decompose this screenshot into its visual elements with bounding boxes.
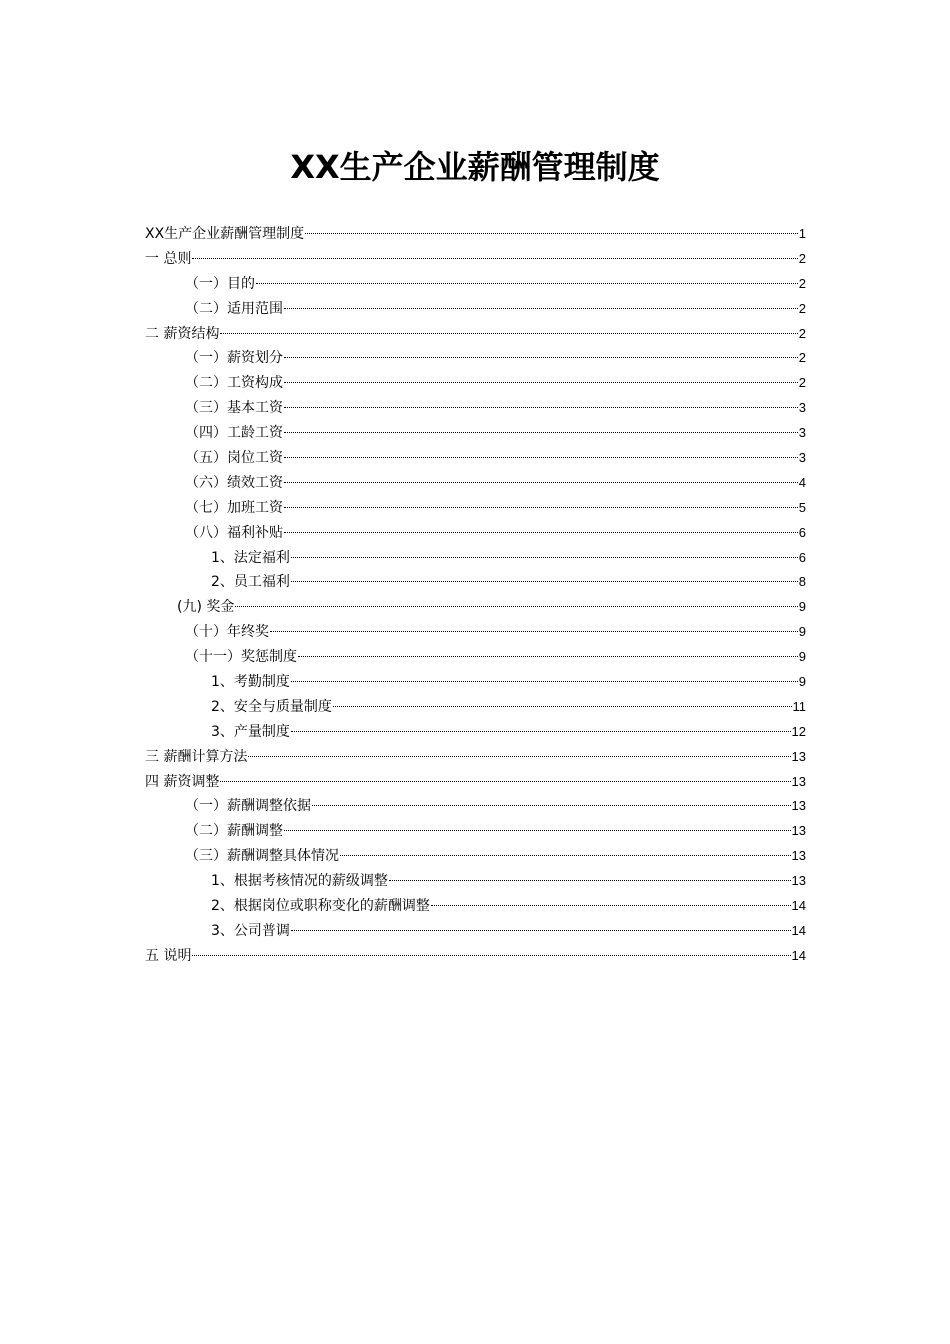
toc-entry-label: 四 薪资调整 — [145, 773, 220, 790]
toc-entry-page: 6 — [798, 549, 806, 565]
toc-entry[interactable] — [145, 496, 806, 521]
toc-entry-label: 一 总则 — [145, 250, 192, 267]
toc-entry-label: （四）工龄工资 — [185, 425, 283, 442]
toc-dot-leader — [192, 258, 797, 259]
toc-dot-leader — [291, 681, 798, 682]
toc-entry-label: （一）薪资划分 — [185, 350, 283, 367]
toc-entry[interactable] — [145, 844, 806, 869]
toc-entry[interactable] — [145, 620, 806, 645]
toc-dot-leader — [291, 731, 791, 732]
toc-entry-label: （七）加班工资 — [185, 499, 283, 516]
toc-entry-label: 2、根据岗位或职称变化的薪酬调整 — [211, 898, 430, 915]
toc-entry-page: 1 — [798, 226, 806, 241]
toc-entry[interactable] — [145, 570, 806, 595]
toc-entry[interactable] — [145, 944, 806, 969]
toc-dot-leader — [248, 756, 790, 757]
toc-entry-page: 2 — [798, 325, 806, 341]
toc-entry-label: （二）薪酬调整 — [185, 823, 283, 840]
toc-dot-leader — [284, 457, 798, 458]
toc-dot-leader — [291, 930, 791, 931]
toc-entry-page: 13 — [791, 748, 806, 764]
toc-dot-leader — [340, 855, 791, 856]
toc-entry-label: （十一）奖惩制度 — [185, 649, 297, 666]
toc-entry-page: 13 — [791, 798, 806, 814]
toc-dot-leader — [333, 706, 792, 707]
toc-entry-page: 12 — [791, 723, 806, 739]
toc-entry[interactable] — [145, 546, 806, 571]
toc-dot-leader — [220, 333, 797, 334]
toc-entry-label: （六）绩效工资 — [185, 474, 283, 491]
toc-entry-page: 14 — [791, 898, 806, 914]
toc-entry-page: 13 — [791, 773, 806, 789]
toc-entry-page: 13 — [791, 848, 806, 864]
toc-entry[interactable] — [145, 670, 806, 695]
toc-entry-label: XX生产企业薪酬管理制度 — [145, 226, 305, 242]
toc-entry-label: 1、考勤制度 — [211, 674, 290, 691]
toc-dot-leader — [284, 308, 798, 309]
toc-dot-leader — [284, 407, 798, 408]
toc-entry-page: 3 — [798, 400, 806, 416]
toc-entry-label: （三）基本工资 — [185, 400, 283, 417]
toc-entry-page: 9 — [798, 599, 806, 615]
toc-entry[interactable] — [145, 371, 806, 396]
toc-entry-label: 五 说明 — [145, 947, 192, 964]
toc-entry-label: 三 薪酬计算方法 — [145, 748, 248, 765]
toc-entry-label: 2、安全与质量制度 — [211, 698, 332, 715]
toc-entry[interactable] — [145, 595, 806, 620]
toc-dot-leader — [291, 557, 798, 558]
toc-entry-page: 2 — [798, 350, 806, 366]
toc-entry-page: 4 — [798, 474, 806, 490]
toc-dot-leader — [291, 581, 798, 582]
toc-entry[interactable] — [145, 272, 806, 297]
toc-entry-label: （三）薪酬调整具体情况 — [185, 848, 339, 865]
document-title: XX生产企业薪酬管理制度 — [290, 148, 660, 186]
toc-entry[interactable] — [145, 645, 806, 670]
toc-entry[interactable] — [145, 521, 806, 546]
toc-entry-page: 9 — [798, 674, 806, 690]
toc-entry-label: （二）适用范围 — [185, 300, 283, 317]
toc-entry[interactable] — [145, 770, 806, 795]
toc-entry[interactable] — [145, 222, 806, 247]
toc-entry-page: 2 — [798, 375, 806, 391]
toc-entry-page: 2 — [798, 275, 806, 291]
toc-dot-leader — [312, 805, 791, 806]
toc-dot-leader — [270, 631, 798, 632]
toc-entry[interactable] — [145, 745, 806, 770]
toc-entry[interactable] — [145, 869, 806, 894]
toc-entry-page: 13 — [791, 873, 806, 889]
toc-dot-leader — [256, 283, 798, 284]
toc-entry-page: 2 — [798, 250, 806, 266]
toc-entry[interactable] — [145, 297, 806, 322]
toc-entry-label: (九) 奖金 — [177, 599, 235, 616]
toc-entry[interactable] — [145, 421, 806, 446]
toc-dot-leader — [284, 532, 798, 533]
toc-entry-label: （一）薪酬调整依据 — [185, 798, 311, 815]
toc-dot-leader — [305, 233, 798, 234]
toc-entry-label: （二）工资构成 — [185, 375, 283, 392]
toc-dot-leader — [284, 830, 791, 831]
toc-entry-page: 3 — [798, 450, 806, 466]
toc-entry[interactable] — [145, 446, 806, 471]
toc-entry[interactable] — [145, 720, 806, 745]
table-of-contents — [145, 222, 806, 969]
toc-entry-page: 14 — [791, 947, 806, 963]
toc-entry-label: 3、公司普调 — [211, 922, 290, 939]
toc-entry-page: 14 — [791, 922, 806, 938]
toc-dot-leader — [431, 905, 791, 906]
toc-dot-leader — [284, 507, 798, 508]
toc-entry-page: 6 — [798, 524, 806, 540]
toc-entry-page: 9 — [798, 649, 806, 665]
toc-dot-leader — [298, 656, 798, 657]
toc-entry-label: 1、根据考核情况的薪级调整 — [211, 873, 388, 890]
toc-entry[interactable] — [145, 919, 806, 944]
toc-entry-label: 二 薪资结构 — [145, 325, 220, 342]
toc-entry-label: （八）福利补贴 — [185, 524, 283, 541]
toc-dot-leader — [192, 955, 790, 956]
toc-entry-page: 5 — [798, 499, 806, 515]
toc-entry-label: 3、产量制度 — [211, 723, 290, 740]
toc-entry[interactable] — [145, 346, 806, 371]
toc-entry[interactable] — [145, 322, 806, 347]
toc-entry-label: （五）岗位工资 — [185, 450, 283, 467]
toc-entry[interactable] — [145, 471, 806, 496]
toc-entry[interactable] — [145, 794, 806, 819]
toc-entry-page: 13 — [791, 823, 806, 839]
toc-entry[interactable] — [145, 247, 806, 272]
toc-entry[interactable] — [145, 819, 806, 844]
toc-dot-leader — [389, 880, 791, 881]
toc-entry-label: （十）年终奖 — [185, 624, 269, 641]
toc-dot-leader — [284, 432, 798, 433]
toc-entry-page: 8 — [798, 574, 806, 590]
toc-dot-leader — [284, 357, 798, 358]
toc-entry-label: 1、法定福利 — [211, 549, 290, 566]
toc-entry-page: 2 — [798, 300, 806, 316]
toc-entry[interactable] — [145, 695, 806, 720]
toc-dot-leader — [235, 606, 797, 607]
toc-entry-page: 3 — [798, 425, 806, 441]
toc-entry[interactable] — [145, 894, 806, 919]
toc-entry-page: 11 — [792, 698, 806, 714]
toc-dot-leader — [220, 781, 790, 782]
toc-entry-label: 2、员工福利 — [211, 574, 290, 591]
toc-dot-leader — [284, 382, 798, 383]
toc-dot-leader — [284, 482, 798, 483]
toc-entry-page: 9 — [798, 624, 806, 640]
toc-entry[interactable] — [145, 396, 806, 421]
toc-entry-label: （一）目的 — [185, 275, 255, 292]
